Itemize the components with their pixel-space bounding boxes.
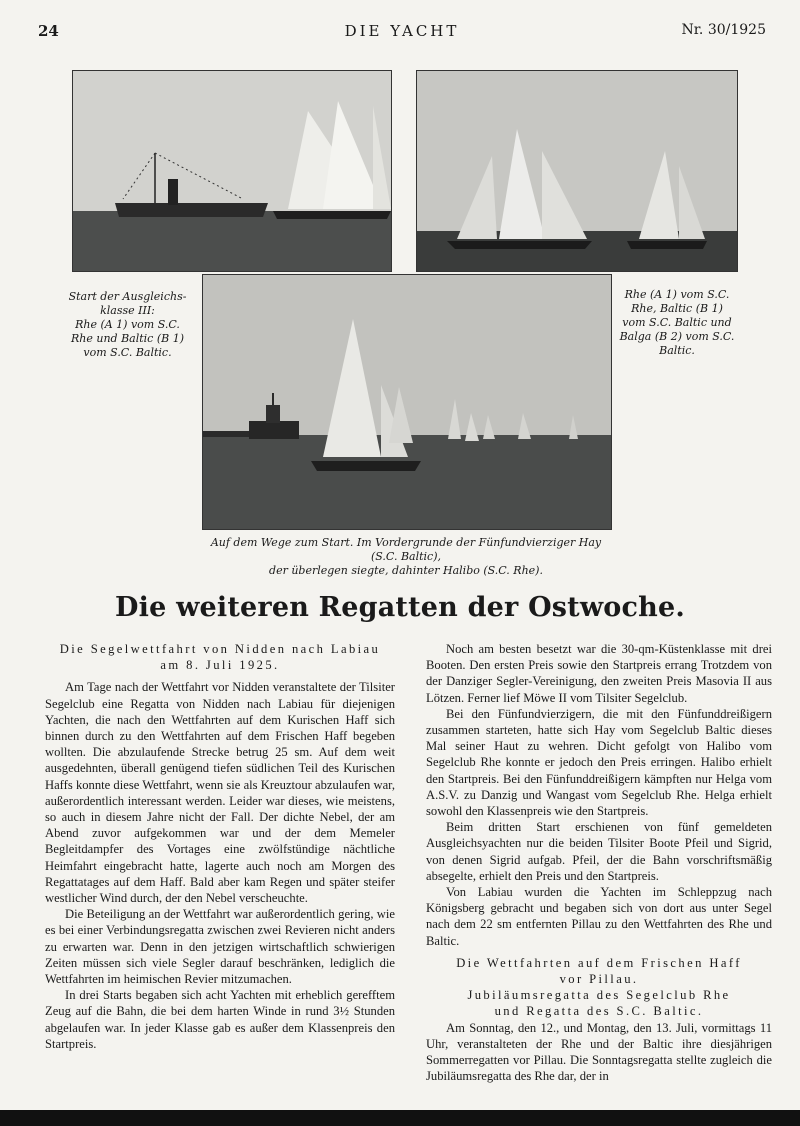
issue-number: Nr. 30/1925 [681, 22, 766, 38]
paragraph: Beim dritten Start erschienen von fünf gemeldeten Ausgleichsyachten nur die beiden Tilsiter Boote Pfeil und Sigrid, von denen Sigrid aufgab. Pfeil, der die Bahn vorschriftsmäßig absegelte, erhielt den Preis und den Startpreis. [426, 820, 772, 883]
caption-center-photo [200, 536, 612, 578]
section-heading: und Regatta des S.C. Baltic. [494, 1004, 704, 1019]
section-date: am 8. Juli 1925. [160, 658, 280, 673]
article-title: Die weiteren Regatten der Ostwoche. [115, 592, 685, 623]
section-heading: Die Segelwettfahrt von Nidden nach Labiau [59, 642, 381, 656]
paragraph: Am Sonntag, den 12., und Montag, den 13. Juli, vormittags 11 Uhr, veranstalteten der Rhe und der Baltic ihre diesjährigen Sommerregatten vor Pillau. Die Sonntagsregatta stellte zugleich die Jubiläumsregatta des Rhe dar, der in [426, 1020, 772, 1084]
caption-left-line: klasse III: [100, 304, 155, 317]
page-number: 24 [38, 22, 59, 40]
photo-auf-dem-wege-zum-start [202, 274, 612, 530]
caption-left-line: Rhe (A 1) vom S.C. [75, 318, 180, 331]
caption-right-line: vom S.C. Baltic und [622, 316, 732, 329]
caption-right-line: Rhe (A 1) vom S.C. [624, 288, 730, 301]
photo-rhe-baltic-balga [416, 70, 738, 272]
section-heading: Jubiläumsregatta des Segelclub Rhe [467, 988, 731, 1003]
section-heading: Die Wettfahrten auf dem Frischen Haff [456, 955, 742, 970]
caption-bottom-line: Auf dem Wege zum Start. Im Vordergrunde der Fünfundvierziger Hay (S.C. Baltic), [210, 536, 602, 563]
photo-rhe-baltic-image [417, 71, 737, 271]
caption-left-line: Rhe und Baltic (B 1) [71, 332, 184, 345]
caption-left-line: Start der Ausgleichs- [68, 290, 187, 303]
caption-bottom-line: der überlegen siegte, dahinter Halibo (S.C. Rhe). [269, 564, 543, 577]
photo-start-image [73, 71, 391, 271]
article-left-column [45, 641, 395, 1052]
page-header [38, 22, 766, 44]
scan-edge [0, 1110, 800, 1126]
article-right-column [426, 641, 772, 1084]
paragraph: Von Labiau wurden die Yachten im Schleppzug nach Königsberg gebracht und begaben sich von dort aus unter Segel nach dem 22 sm entfernten Pillau zu den Wettfahrten des Rhe und Baltic. [426, 885, 772, 948]
paragraph: Am Tage nach der Wettfahrt vor Nidden veranstaltete der Tilsiter Segelclub eine Regatta von Nidden nach Labiau für diejenigen Yachten, die nach den Wettfahrten auf dem Kurischen Haff sich binnen durch zu den Wettfahrten auf dem Frischen Haff begeben wollten. Die abzulaufende Strecke betrug 25 sm. Auf dem weit ausgedehnten, überall genügend tiefen südlichen Teil des Kurischen Haffs konnte diese Wettfahrt, wenn sie als Kreuztour abzulaufen war, außerordentlich interessant werden. Leider war dieses, wie meistens, so auch in diesem Jahre nicht der Fall. Der dichte Nebel, der am Abend zuvor aufgekommen war und der dem Memeler Begleitdampfer des Vortages eine zwölfstündige nächtliche Heimfahrt eingebracht hatte, lagerte auch noch am Morgen des Regattatages auf dem Haff. Bald aber kam Regen und später steifer westlicher Wind durch, der den Nebel verscheuchte. [45, 680, 395, 906]
caption-right-line: Balga (B 2) vom S.C. [619, 330, 735, 343]
paragraph: Bei den Fünfundvierzigern, die mit den Fünfunddreißigern zusammen starteten, hatte sich Hay vom Segelclub Baltic dieses Mal seiner Haut zu wehren. Dicht gefolgt von Halibo vom Segelclub Rhe konnte er jedoch den Preis erringen. Halibo erhielt den Startpreis. Bei den Fünfunddreißigern kämpften nur Helga vom A.S.V. zu Danzig und Wangast vom Segelclub Rhe. Helga erhielt sowohl den Klassenpreis wie den Startpreis. [426, 706, 772, 819]
caption-right [613, 288, 741, 358]
caption-left-line: vom S.C. Baltic. [83, 346, 172, 359]
caption-left [60, 290, 195, 360]
caption-right-line: Baltic. [659, 344, 695, 357]
paragraph: In drei Starts begaben sich acht Yachten mit erheblich gerefftem Zeug auf die Bahn, die bei dem harten Winde in rund 3½ Stunden abgelaufen war. In jeder Klasse gab es außer dem Klassenpreis den Startpreis. [45, 988, 395, 1051]
paragraph: Die Beteiligung an der Wettfahrt war außerordentlich gering, wie es bei einer Verbindungsregatta zwischen zwei Revieren nicht anders zu erwarten war. Denn in den jetzigen wirtschaftlich schwierigen Zeiten müssen sich viele Segler darauf beschränken, lediglich die Wettfahrten im heimischen Revier mitzumachen. [45, 907, 395, 987]
magazine-title: DIE YACHT [344, 22, 460, 40]
photo-harbor-image [203, 275, 611, 529]
paragraph: Noch am besten besetzt war die 30-qm-Küstenklasse mit drei Booten. Den ersten Preis sowie den Startpreis errang Trotzdem von der Danziger Segler-Vereinigung, den zweiten Preis Masovia II aus Lötzen. Ferner lief Möwe II vom Tilsiter Segelclub. [426, 642, 772, 705]
photo-start-ausgleichsklasse [72, 70, 392, 272]
section-heading: vor Pillau. [559, 972, 639, 987]
caption-right-line: Rhe, Baltic (B 1) [631, 302, 723, 315]
